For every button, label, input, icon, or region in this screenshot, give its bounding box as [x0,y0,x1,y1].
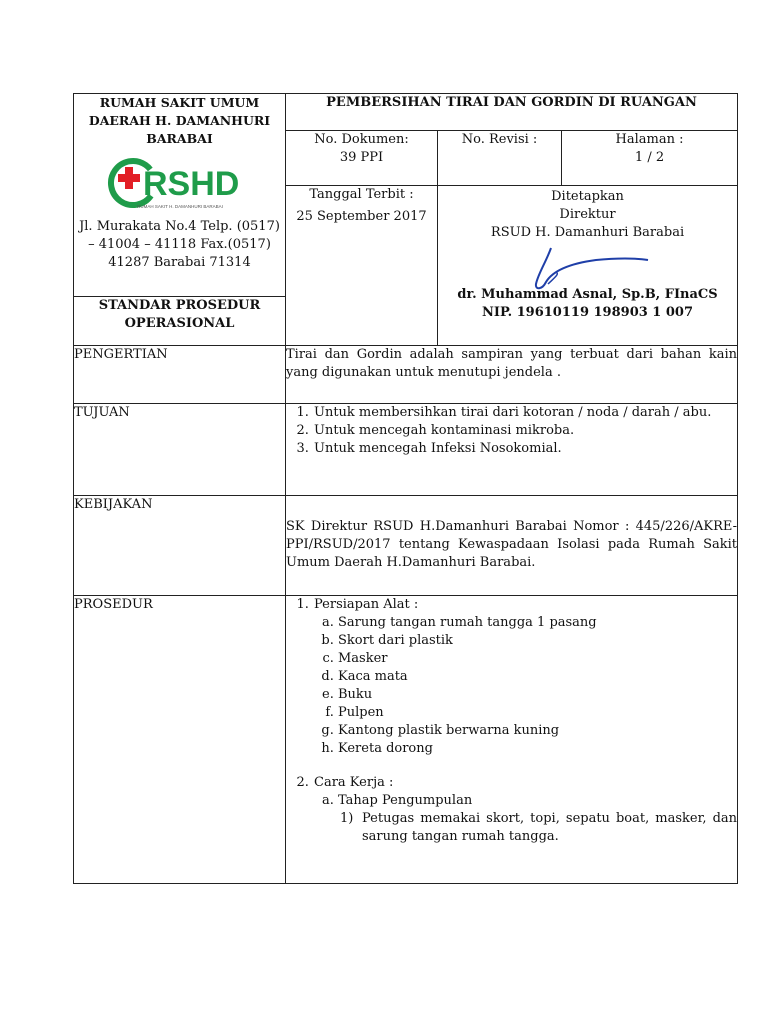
hospital-name: RUMAH SAKIT UMUM DAERAH H. DAMANHURI BARABAI [88,95,271,146]
kebijakan-label: KEBIJAKAN [74,496,286,596]
issue-date-cell [286,186,438,346]
hospital-block [74,94,286,297]
issue-date-value: 25 September 2017 [296,209,427,224]
list-item: 1. Untuk membersihkan tirai dari kotoran / noda / darah / abu. [313,404,737,422]
equipment-list [314,614,737,758]
prosedur-list [286,596,737,846]
approval-label: Ditetapkan [551,189,624,204]
approval-cell [438,186,738,346]
tujuan-list [286,404,737,458]
list-item: c. Masker [338,650,737,668]
collection-steps-list [338,810,737,846]
page-value: 1 / 2 [634,150,665,165]
list-item [340,810,738,846]
list-item [313,774,737,846]
kebijakan-text: SK Direktur RSUD H.Damanhuri Barabai Nomor : 445/226/AKRE-PPI/RSUD/2017 tentang Kewaspadaan Isolasi pada Rumah Sakit Umum Daerah H.Damanhuri Barabai. [286,496,738,596]
prosedur-label: PROSEDUR [74,596,286,884]
prosedur-content [286,596,738,884]
list-item: b. Skort dari plastik [338,632,737,650]
document-type: STANDAR PROSEDUR OPERASIONAL [74,296,286,345]
director-title: Direktur [559,207,616,222]
prosedur-2-title: Cara Kerja : [314,775,394,790]
prosedur-1-title: Persiapan Alat : [314,597,419,612]
list-item: a. Sarung tangan rumah tangga 1 pasang [338,614,737,632]
hospital-address: Jl. Murakata No.4 Telp. (0517) – 41004 – 41118 Fax.(0517) 41287 Barabai 71314 [79,219,280,270]
list-item [338,792,737,846]
svg-text:RUMAH SAKIT H. DAMANHURI BARAB: RUMAH SAKIT H. DAMANHURI BARABAI [136,204,223,209]
tujuan-content [286,404,738,496]
revision-cell [438,131,562,186]
prosedur-2a-title: Tahap Pengumpulan [338,793,473,808]
list-item: e. Buku [338,686,737,704]
signer-name: dr. Muhammad Asnal, Sp.B, FInaCS [457,287,718,302]
list-item: h. Kereta dorong [338,740,737,758]
svg-text:RSHD: RSHD [142,165,239,203]
list-item: 2. Untuk mencegah kontaminasi mikroba. [313,422,737,440]
list-item: 3. Untuk mencegah Infeksi Nosokomial. [313,440,737,458]
pengertian-label: PENGERTIAN [74,346,286,404]
page-cell [562,131,738,186]
document-title: PEMBERSIHAN TIRAI DAN GORDIN DI RUANGAN [286,94,738,131]
sop-table [73,93,738,884]
step-marker: 1) [340,811,354,826]
work-steps-list [314,792,737,846]
revision-label: No. Revisi : [461,132,538,147]
tujuan-label: TUJUAN [74,404,286,496]
hospital-short-name: RSUD H. Damanhuri Barabai [490,225,685,240]
list-item: d. Kaca mata [338,668,737,686]
signer-nip: NIP. 19610119 198903 1 007 [481,305,694,320]
pengertian-text: Tirai dan Gordin adalah sampiran yang terbuat dari bahan kain yang digunakan untuk menutupi jendela . [286,346,738,404]
step-text: Petugas memakai skort, topi, sepatu boat, masker, dan sarung tangan rumah tangga. [362,811,738,844]
issue-date-label: Tanggal Terbit : [309,187,414,202]
document-number-label: No. Dokumen: [314,132,409,147]
page-label: Halaman : [615,132,684,147]
list-item [313,596,737,774]
document-number-cell [286,131,438,186]
list-item: g. Kantong plastik berwarna kuning [338,722,737,740]
list-item: f. Pulpen [338,704,737,722]
hospital-logo [105,150,255,216]
document-number-value: 39 PPI [339,150,384,165]
